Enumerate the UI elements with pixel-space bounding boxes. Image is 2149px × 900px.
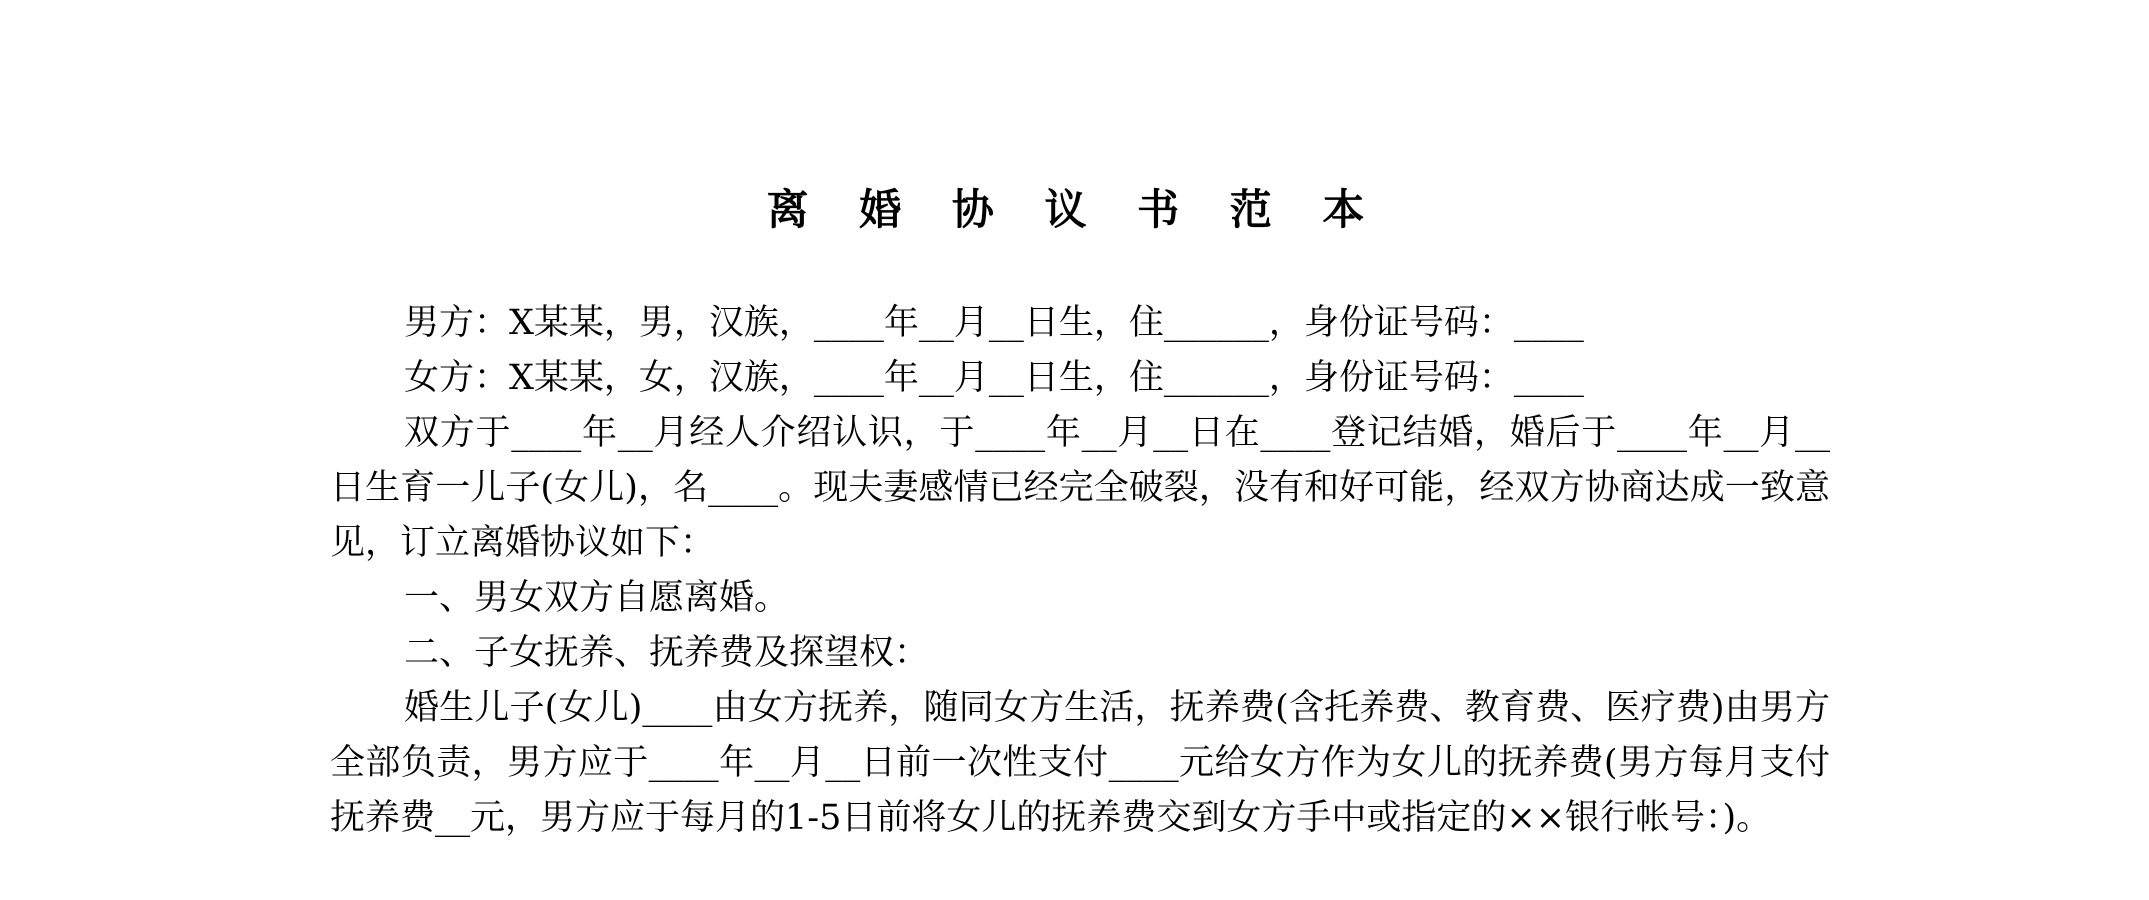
paragraph-marriage-background: 双方于____年__月经人介绍认识，于____年__月__日在____登记结婚，婚后于____年__月__日生育一儿子(女儿)，名____。现夫妻感情已经完全破裂，没有和好可能，经双方协商达成一致意见，订立离婚协议如下：: [330, 413, 1830, 563]
paragraph-clause-1: 一、男女双方自愿离婚。: [404, 578, 790, 618]
paragraph-clause-2-heading: 二、子女抚养、抚养费及探望权：: [404, 633, 930, 673]
document-body: [330, 296, 1830, 846]
paragraph-child-support: 婚生儿子(女儿)____由女方抚养，随同女方生活，抚养费(含托养费、教育费、医疗费)由男方全部负责，男方应于____年__月__日前一次性支付____元给女方作为女儿的抚养费(男方每月支付抚养费__元，男方应于每月的1-5日前将女儿的抚养费交到女方手中或指定的××银行帐号：)。: [330, 688, 1830, 838]
paragraph-female-party: 女方：X某某，女，汉族，____年__月__日生，住______，身份证号码：____: [404, 358, 1584, 398]
paragraph-male-party: 男方：X某某，男，汉族，____年__月__日生，住______，身份证号码：____: [404, 303, 1584, 343]
document-title: 离 婚 协 议 书 范 本: [766, 185, 1383, 234]
